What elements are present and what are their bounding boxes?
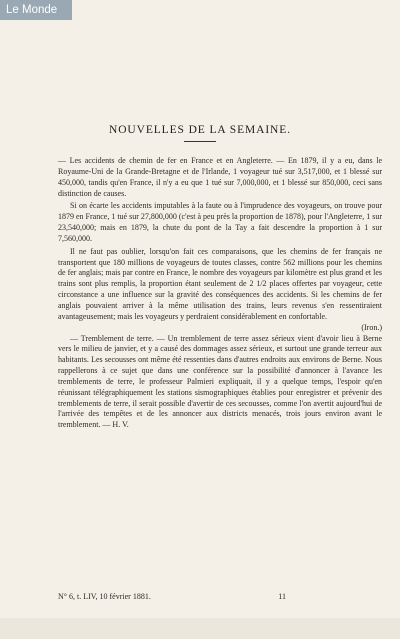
- page-footer: [58, 592, 382, 601]
- watermark-badge: Le Monde: [0, 0, 72, 20]
- page-number: 11: [278, 592, 286, 601]
- title-divider: [184, 141, 216, 142]
- paragraph-railway-comparison: Il ne faut pas oublier, lorsqu'on fait ces comparaisons, que les chemins de fer français ne transportent que 180 millions de voyageurs de toutes classes, contre 562 millions pour les chemins de fer anglais; mais par contre en France, le nombre des voyageurs par kilomètre est plus grand et les trains sont plus remplis, la proportion étant seulement de 2 1/2 places offertes par voyageur, cette circonstance a une influence sur la gravité des conséquences des accidents. Si les chemins de fer anglais pouvaient arriver à la même utilisation des trains, leurs revenus s'en ressentiraient avantageusement; mais les voyageurs y perdraient considérablement en confortable.: [58, 246, 382, 321]
- page-bottom-margin: [0, 618, 400, 639]
- section-title: NOUVELLES DE LA SEMAINE.: [109, 124, 291, 136]
- paragraph-earthquake: — Tremblement de terre. — Un tremblement de terre assez sérieux vient d'avoir lieu à Berne vers le milieu de janvier, et y a causé des dommages assez sérieux, et surtout une grande terreur aux habitants. Les secousses ont même été ressenties dans d'autres endroits aux environs de Berne. Nous rappellerons à ce sujet que dans une conférence sur la possibilité d'annoncer à l'avance les tremblements de terre, le professeur Palmieri expliquait, il y a quelque temps, l'espoir qu'en réunissant télégraphiquement les stations sismographiques établies pour enregistrer et prévenir des tremblements de terre, il serait possible d'avertir de ces secousses, comme l'on avertit aujourd'hui de l'arrivée des tempêtes et de les annoncer aux districts menacés, trois jours environ avant le tremblement. — H. V.: [58, 333, 382, 430]
- issue-info: N° 6, t. LIV, 10 février 1881.: [58, 592, 151, 601]
- source-attribution: (Iron.): [361, 322, 382, 332]
- article-body: [58, 156, 382, 431]
- paragraph-railway-causes: Si on écarte les accidents imputables à la faute ou à l'imprudence des voyageurs, on trouve pour 1879 en France, 1 tué sur 27,800,000 (c'est à peu près la proportion de 1878), pour l'Angleterre, 1 sur 23,540,000; mais en 1879, la chute du pont de la Tay a fait descendre la proportion à 1 sur 7,560,000.: [58, 201, 382, 243]
- paragraph-railway-intro: — Les accidents de chemin de fer en France et en Angleterre. — En 1879, il y a eu, dans le Royaume-Uni de la Grande-Bretagne et de l'Irlande, 1 voyageur tué sur 3,517,000, et 1 blessé sur 450,000, tandis qu'en France, il n'y a eu que 1 tué sur 7,000,000, et 1 blessé sur 850,000, ceci sans distinction de causes.: [58, 156, 382, 198]
